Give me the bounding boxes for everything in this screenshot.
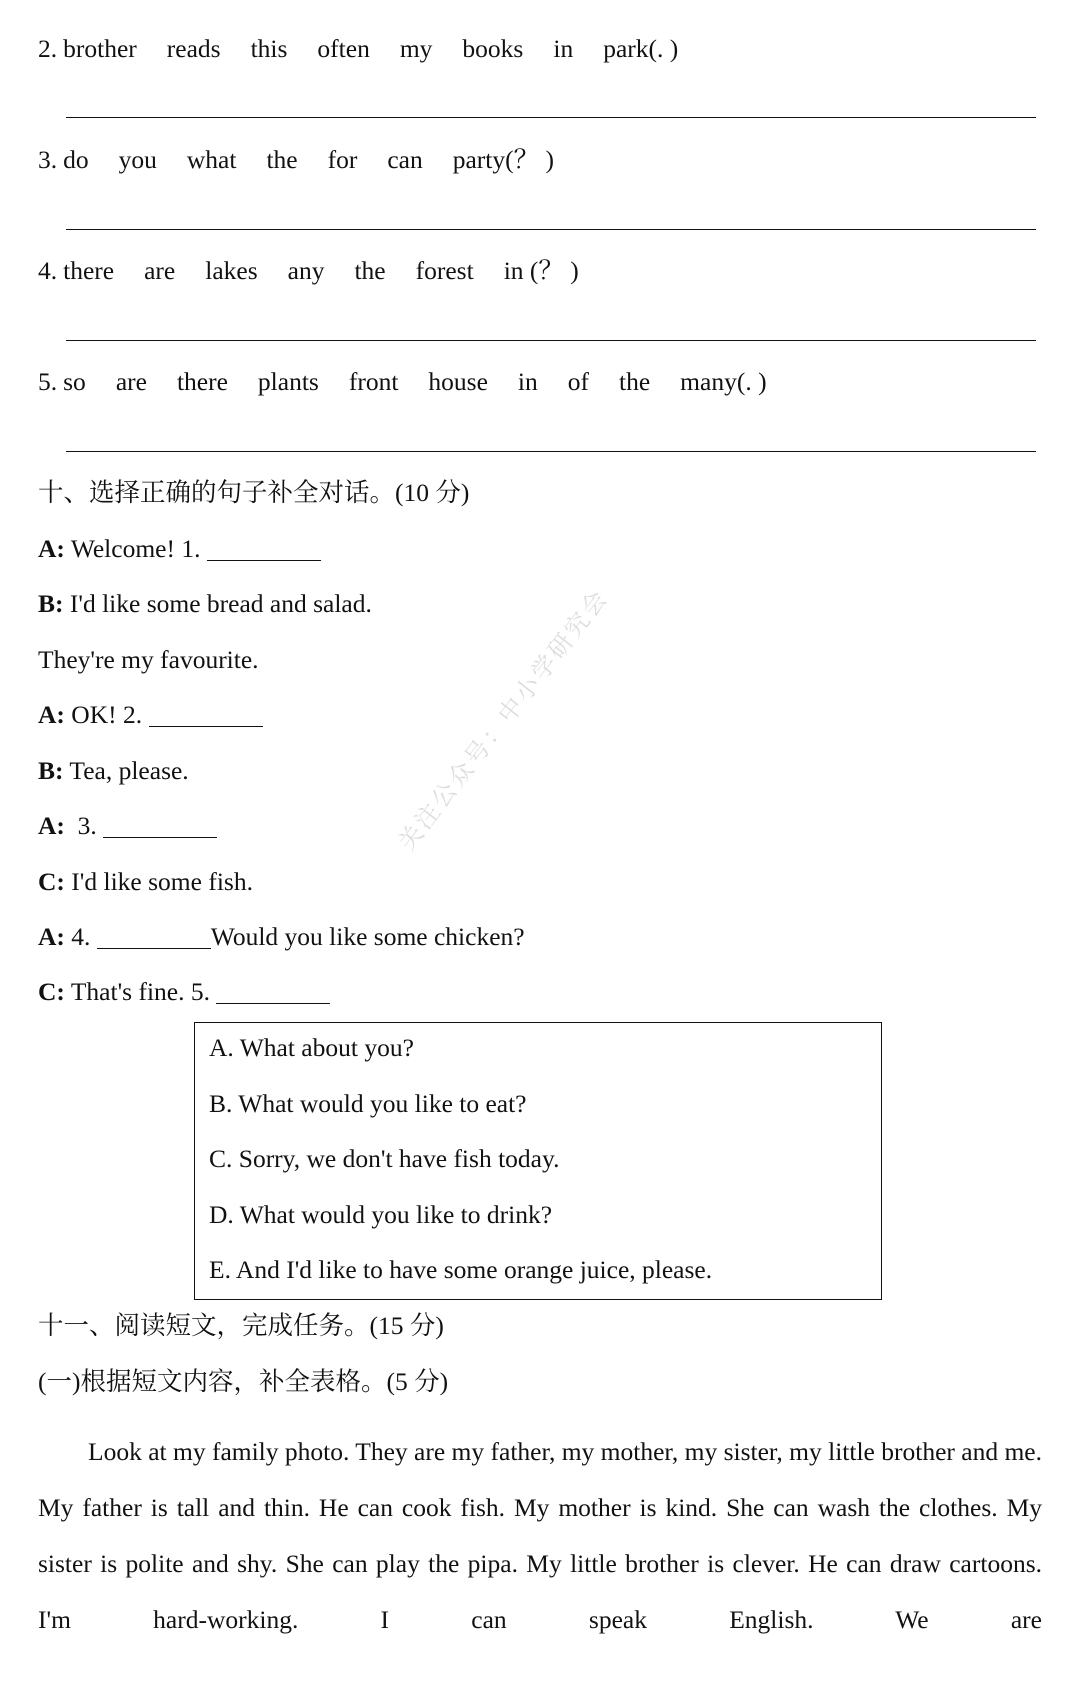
speaker: B: — [38, 589, 64, 618]
word: many(. ) — [680, 367, 767, 396]
word: you — [118, 145, 157, 174]
watermark: 关注公众号：中小学研究会 — [392, 583, 615, 856]
answer-blank[interactable] — [207, 534, 321, 561]
speaker: C: — [38, 867, 65, 896]
answer-line — [66, 229, 1036, 230]
word: can — [387, 145, 423, 174]
word: front — [348, 367, 399, 396]
answer-line — [66, 340, 1036, 341]
dialogue-text: I'd like some fish. — [64, 867, 253, 896]
speaker: B: — [38, 756, 64, 785]
answer-blank[interactable] — [103, 811, 217, 838]
ordering-question-3 — [38, 143, 554, 177]
word: any — [287, 256, 325, 285]
word: reads — [166, 34, 221, 63]
word: of — [567, 367, 590, 396]
option-c: C. Sorry, we don't have fish today. — [209, 1144, 560, 1173]
dialogue-line-5 — [38, 754, 189, 788]
passage-text: Look at my family photo. They are my father, my mother, my sister, my little brother and me. My father is tall and thin. He can cook fish. My mother is kind. She can wash the clothes. My sister is polite and shy. She can play the pipa. My little brother is clever. He can draw cartoons. I'm hard-working. I can speak English. We are — [38, 1437, 1042, 1634]
section-11-subheading: (一)根据短文内容，补全表格。(5 分) — [38, 1367, 449, 1396]
dialogue-line-3 — [38, 643, 259, 677]
dialogue-text: They're my favourite. — [38, 645, 259, 674]
word: lakes — [205, 256, 258, 285]
reading-passage — [38, 1424, 1042, 1648]
word: there — [63, 256, 115, 285]
dialogue-line-2 — [38, 587, 372, 621]
dialogue-text: Welcome! 1. — [64, 534, 207, 563]
word: what — [186, 145, 237, 174]
word: house — [428, 367, 488, 396]
ordering-question-5 — [38, 365, 767, 399]
word: for — [327, 145, 358, 174]
word: are — [144, 256, 176, 285]
word: do — [63, 145, 89, 174]
answer-blank[interactable] — [97, 922, 211, 949]
speaker: A: — [38, 700, 65, 729]
dialogue-line-9 — [38, 975, 330, 1009]
dialogue-line-4 — [38, 698, 263, 732]
word: the — [354, 256, 386, 285]
word: books — [462, 34, 524, 63]
word: there — [176, 367, 228, 396]
answer-line — [66, 451, 1036, 452]
ordering-question-2 — [38, 32, 678, 66]
word: my — [399, 34, 433, 63]
option-b: B. What would you like to eat? — [209, 1089, 527, 1118]
section-11-heading: 十一、阅读短文，完成任务。(15 分) — [38, 1311, 444, 1340]
word: in — [517, 367, 538, 396]
dialogue-text: Would you like some chicken? — [210, 922, 525, 951]
speaker: C: — [38, 977, 65, 1006]
speaker: A: — [38, 922, 65, 951]
word: park(. ) — [603, 34, 679, 63]
dialogue-text: Tea, please. — [63, 756, 189, 785]
dialogue-text: I'd like some bread and salad. — [63, 589, 372, 618]
section-10-heading: 十、选择正确的句子补全对话。(10 分) — [38, 478, 470, 507]
word: the — [266, 145, 298, 174]
word: so — [63, 367, 86, 396]
answer-blank[interactable] — [149, 700, 263, 727]
word: in (？ ) — [503, 256, 579, 285]
word: this — [250, 34, 288, 63]
question-number: 4. — [38, 256, 58, 285]
question-number: 2. — [38, 34, 58, 63]
dialogue-line-7 — [38, 865, 253, 899]
word: are — [115, 367, 147, 396]
word: the — [619, 367, 651, 396]
dialogue-text: OK! 2. — [64, 700, 149, 729]
options-box — [194, 1022, 882, 1300]
word: plants — [257, 367, 319, 396]
word: forest — [415, 256, 474, 285]
dialogue-line-8 — [38, 920, 525, 954]
word: often — [317, 34, 370, 63]
dialogue-text: 4. — [64, 922, 97, 951]
question-number: 5. — [38, 367, 58, 396]
word: party(？ ) — [452, 145, 554, 174]
option-d: D. What would you like to drink? — [209, 1200, 553, 1229]
dialogue-line-1 — [38, 532, 321, 566]
word: brother — [63, 34, 137, 63]
answer-blank[interactable] — [216, 977, 330, 1004]
dialogue-text: 3. — [64, 811, 104, 840]
ordering-question-4 — [38, 254, 579, 288]
word: in — [553, 34, 574, 63]
option-e: E. And I'd like to have some orange juice, please. — [209, 1255, 713, 1284]
speaker: A: — [38, 534, 65, 563]
question-number: 3. — [38, 145, 58, 174]
speaker: A: — [38, 811, 65, 840]
option-a: A. What about you? — [209, 1033, 414, 1062]
dialogue-line-6 — [38, 809, 217, 843]
dialogue-text: That's fine. 5. — [64, 977, 217, 1006]
answer-line — [66, 117, 1036, 118]
